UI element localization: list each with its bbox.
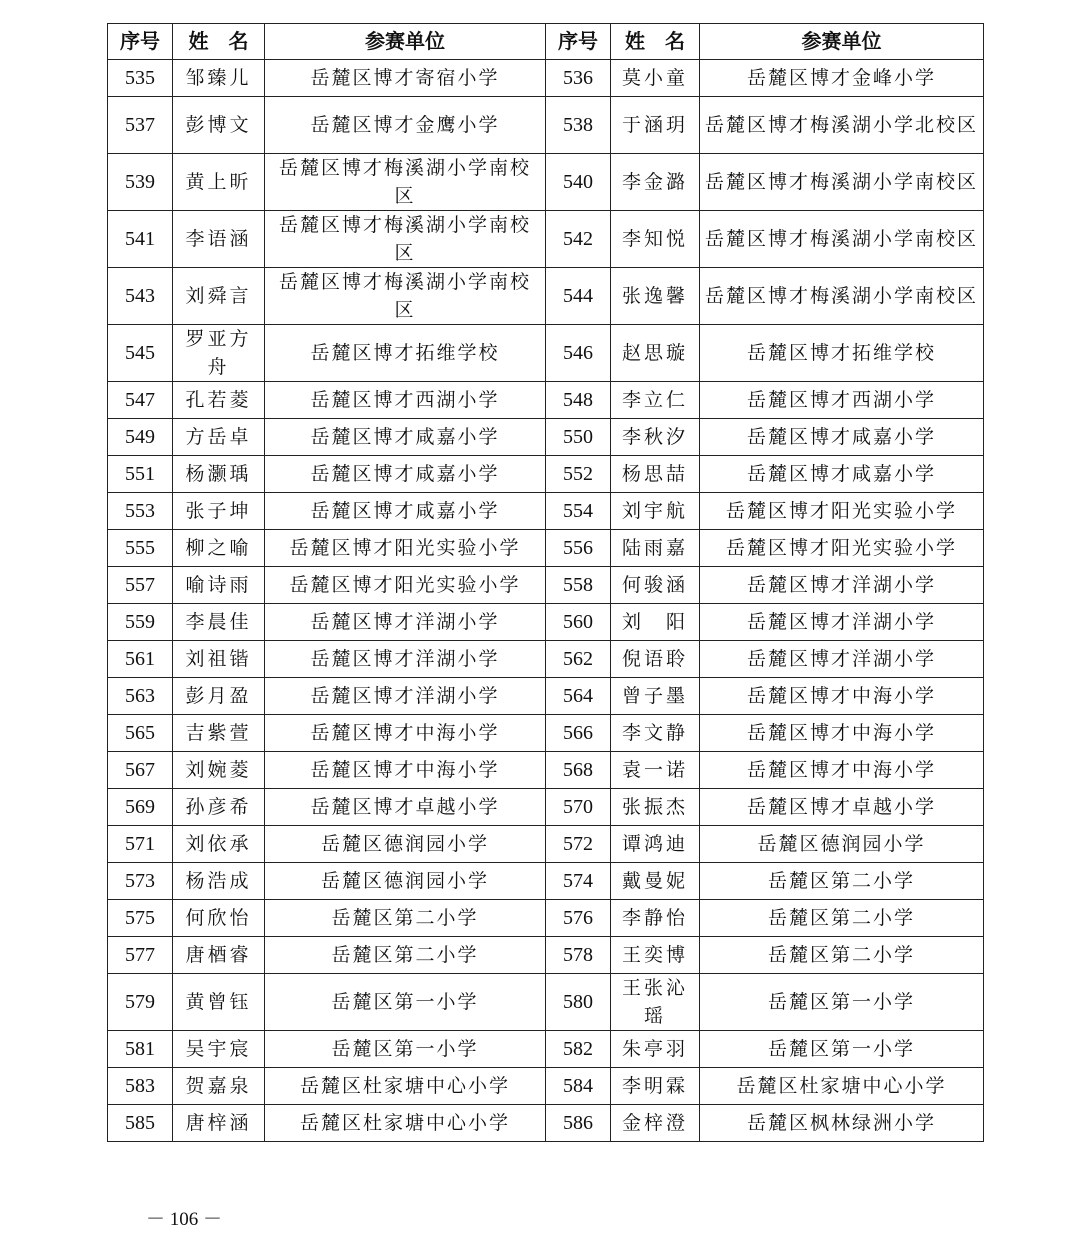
cell-seq-right: 544 xyxy=(546,268,611,325)
table-row xyxy=(108,752,984,789)
header-unit-left: 参赛单位 xyxy=(265,24,546,60)
cell-seq-right: 554 xyxy=(546,493,611,530)
header-unit-right: 参赛单位 xyxy=(700,24,984,60)
cell-name-right: 朱亭羽 xyxy=(611,1031,700,1068)
cell-unit-left: 岳麓区博才金鹰小学 xyxy=(265,97,546,154)
cell-seq-right: 568 xyxy=(546,752,611,789)
cell-unit-right: 岳麓区第二小学 xyxy=(700,900,984,937)
cell-unit-left: 岳麓区第二小学 xyxy=(265,937,546,974)
cell-name-right: 杨思喆 xyxy=(611,456,700,493)
table-row xyxy=(108,154,984,211)
cell-seq-left: 555 xyxy=(108,530,173,567)
cell-unit-right: 岳麓区第一小学 xyxy=(700,1031,984,1068)
cell-seq-left: 583 xyxy=(108,1068,173,1105)
cell-unit-right: 岳麓区博才西湖小学 xyxy=(700,382,984,419)
table-row xyxy=(108,937,984,974)
cell-unit-right: 岳麓区枫林绿洲小学 xyxy=(700,1105,984,1142)
cell-unit-left: 岳麓区第一小学 xyxy=(265,974,546,1031)
cell-seq-left: 559 xyxy=(108,604,173,641)
cell-seq-left: 565 xyxy=(108,715,173,752)
cell-name-left: 邹臻儿 xyxy=(173,60,265,97)
cell-unit-left: 岳麓区博才咸嘉小学 xyxy=(265,456,546,493)
cell-name-right: 张振杰 xyxy=(611,789,700,826)
cell-seq-left: 571 xyxy=(108,826,173,863)
cell-unit-right: 岳麓区博才阳光实验小学 xyxy=(700,493,984,530)
cell-unit-right: 岳麓区德润园小学 xyxy=(700,826,984,863)
cell-name-right: 李立仁 xyxy=(611,382,700,419)
header-seq-left: 序号 xyxy=(108,24,173,60)
cell-seq-right: 556 xyxy=(546,530,611,567)
table-row xyxy=(108,567,984,604)
cell-seq-right: 574 xyxy=(546,863,611,900)
table-row xyxy=(108,789,984,826)
cell-seq-right: 570 xyxy=(546,789,611,826)
cell-unit-left: 岳麓区第一小学 xyxy=(265,1031,546,1068)
header-seq-right: 序号 xyxy=(546,24,611,60)
cell-name-right: 刘宇航 xyxy=(611,493,700,530)
cell-name-left: 杨灏瑀 xyxy=(173,456,265,493)
cell-unit-left: 岳麓区博才中海小学 xyxy=(265,715,546,752)
cell-unit-right: 岳麓区第二小学 xyxy=(700,863,984,900)
cell-unit-left: 岳麓区博才寄宿小学 xyxy=(265,60,546,97)
cell-name-left: 刘舜言 xyxy=(173,268,265,325)
cell-unit-right: 岳麓区博才咸嘉小学 xyxy=(700,456,984,493)
cell-name-right: 倪语聆 xyxy=(611,641,700,678)
cell-name-right: 袁一诺 xyxy=(611,752,700,789)
table-row xyxy=(108,604,984,641)
cell-seq-right: 584 xyxy=(546,1068,611,1105)
cell-name-right: 王奕博 xyxy=(611,937,700,974)
cell-unit-left: 岳麓区博才咸嘉小学 xyxy=(265,493,546,530)
table-row xyxy=(108,641,984,678)
cell-seq-right: 558 xyxy=(546,567,611,604)
cell-seq-left: 563 xyxy=(108,678,173,715)
table-row xyxy=(108,974,984,1031)
cell-unit-left: 岳麓区杜家塘中心小学 xyxy=(265,1068,546,1105)
cell-unit-right: 岳麓区博才中海小学 xyxy=(700,752,984,789)
page-number: － 106 － xyxy=(146,1209,223,1230)
cell-name-right: 赵思璇 xyxy=(611,325,700,382)
table-row xyxy=(108,530,984,567)
header-name-left: 姓 名 xyxy=(173,24,265,60)
cell-seq-left: 581 xyxy=(108,1031,173,1068)
cell-seq-left: 579 xyxy=(108,974,173,1031)
table-row xyxy=(108,268,984,325)
cell-seq-left: 545 xyxy=(108,325,173,382)
cell-unit-left: 岳麓区博才咸嘉小学 xyxy=(265,419,546,456)
cell-seq-right: 582 xyxy=(546,1031,611,1068)
cell-unit-left: 岳麓区博才西湖小学 xyxy=(265,382,546,419)
cell-name-left: 方岳卓 xyxy=(173,419,265,456)
cell-name-right: 莫小童 xyxy=(611,60,700,97)
cell-seq-right: 572 xyxy=(546,826,611,863)
cell-name-right: 李金潞 xyxy=(611,154,700,211)
table-row xyxy=(108,678,984,715)
cell-name-right: 王张沁瑶 xyxy=(611,974,700,1031)
cell-name-left: 贺嘉泉 xyxy=(173,1068,265,1105)
table-row xyxy=(108,863,984,900)
cell-name-right: 何骏涵 xyxy=(611,567,700,604)
cell-name-right: 李静怡 xyxy=(611,900,700,937)
cell-unit-left: 岳麓区德润园小学 xyxy=(265,863,546,900)
cell-name-left: 唐梓涵 xyxy=(173,1105,265,1142)
cell-seq-left: 575 xyxy=(108,900,173,937)
cell-unit-right: 岳麓区博才梅溪湖小学南校区 xyxy=(700,211,984,268)
table-row xyxy=(108,1105,984,1142)
cell-name-right: 张逸馨 xyxy=(611,268,700,325)
cell-seq-left: 569 xyxy=(108,789,173,826)
cell-name-left: 李语涵 xyxy=(173,211,265,268)
cell-name-right: 李知悦 xyxy=(611,211,700,268)
cell-name-left: 孔若菱 xyxy=(173,382,265,419)
cell-unit-left: 岳麓区博才洋湖小学 xyxy=(265,604,546,641)
cell-unit-right: 岳麓区博才咸嘉小学 xyxy=(700,419,984,456)
table-row xyxy=(108,97,984,154)
cell-name-left: 李晨佳 xyxy=(173,604,265,641)
cell-seq-right: 540 xyxy=(546,154,611,211)
cell-seq-left: 585 xyxy=(108,1105,173,1142)
cell-seq-right: 586 xyxy=(546,1105,611,1142)
participant-table xyxy=(107,23,984,1142)
cell-seq-left: 573 xyxy=(108,863,173,900)
cell-seq-left: 567 xyxy=(108,752,173,789)
cell-name-left: 黄上昕 xyxy=(173,154,265,211)
cell-unit-right: 岳麓区博才洋湖小学 xyxy=(700,567,984,604)
cell-seq-left: 541 xyxy=(108,211,173,268)
cell-seq-left: 561 xyxy=(108,641,173,678)
cell-seq-right: 552 xyxy=(546,456,611,493)
cell-name-left: 彭博文 xyxy=(173,97,265,154)
cell-unit-right: 岳麓区博才拓维学校 xyxy=(700,325,984,382)
cell-name-left: 何欣怡 xyxy=(173,900,265,937)
cell-name-right: 刘 阳 xyxy=(611,604,700,641)
cell-unit-left: 岳麓区博才洋湖小学 xyxy=(265,641,546,678)
table-row xyxy=(108,900,984,937)
cell-unit-right: 岳麓区博才梅溪湖小学南校区 xyxy=(700,154,984,211)
cell-name-right: 李文静 xyxy=(611,715,700,752)
table-row xyxy=(108,325,984,382)
cell-unit-right: 岳麓区博才梅溪湖小学北校区 xyxy=(700,97,984,154)
cell-unit-right: 岳麓区第一小学 xyxy=(700,974,984,1031)
cell-name-left: 柳之喻 xyxy=(173,530,265,567)
cell-name-left: 吉紫萱 xyxy=(173,715,265,752)
cell-seq-right: 566 xyxy=(546,715,611,752)
cell-name-right: 曾子墨 xyxy=(611,678,700,715)
cell-name-right: 谭鸿迪 xyxy=(611,826,700,863)
cell-seq-left: 553 xyxy=(108,493,173,530)
cell-seq-left: 551 xyxy=(108,456,173,493)
cell-unit-right: 岳麓区博才梅溪湖小学南校区 xyxy=(700,268,984,325)
cell-name-left: 刘依承 xyxy=(173,826,265,863)
cell-seq-right: 536 xyxy=(546,60,611,97)
cell-name-left: 吴宇宸 xyxy=(173,1031,265,1068)
cell-unit-right: 岳麓区博才卓越小学 xyxy=(700,789,984,826)
cell-name-right: 李明霖 xyxy=(611,1068,700,1105)
cell-unit-right: 岳麓区博才中海小学 xyxy=(700,715,984,752)
cell-name-right: 戴曼妮 xyxy=(611,863,700,900)
table-row xyxy=(108,715,984,752)
cell-seq-left: 547 xyxy=(108,382,173,419)
table-row xyxy=(108,60,984,97)
cell-unit-left: 岳麓区杜家塘中心小学 xyxy=(265,1105,546,1142)
table-row xyxy=(108,826,984,863)
cell-seq-left: 543 xyxy=(108,268,173,325)
cell-unit-right: 岳麓区博才金峰小学 xyxy=(700,60,984,97)
table-row xyxy=(108,456,984,493)
cell-seq-right: 550 xyxy=(546,419,611,456)
table-header-row xyxy=(108,24,984,60)
cell-seq-left: 537 xyxy=(108,97,173,154)
cell-name-left: 喻诗雨 xyxy=(173,567,265,604)
table-row xyxy=(108,1031,984,1068)
cell-seq-right: 580 xyxy=(546,974,611,1031)
cell-name-left: 刘婉菱 xyxy=(173,752,265,789)
table-row xyxy=(108,1068,984,1105)
cell-seq-right: 576 xyxy=(546,900,611,937)
cell-seq-left: 549 xyxy=(108,419,173,456)
cell-unit-left: 岳麓区德润园小学 xyxy=(265,826,546,863)
cell-unit-left: 岳麓区博才梅溪湖小学南校区 xyxy=(265,211,546,268)
cell-unit-left: 岳麓区博才洋湖小学 xyxy=(265,678,546,715)
cell-seq-right: 538 xyxy=(546,97,611,154)
cell-name-left: 唐梄睿 xyxy=(173,937,265,974)
header-name-right: 姓 名 xyxy=(611,24,700,60)
cell-name-left: 杨浩成 xyxy=(173,863,265,900)
cell-unit-left: 岳麓区博才中海小学 xyxy=(265,752,546,789)
cell-name-right: 金梓澄 xyxy=(611,1105,700,1142)
cell-unit-left: 岳麓区博才梅溪湖小学南校区 xyxy=(265,268,546,325)
cell-seq-left: 535 xyxy=(108,60,173,97)
cell-seq-left: 557 xyxy=(108,567,173,604)
cell-unit-left: 岳麓区第二小学 xyxy=(265,900,546,937)
cell-unit-left: 岳麓区博才阳光实验小学 xyxy=(265,567,546,604)
cell-seq-right: 542 xyxy=(546,211,611,268)
cell-seq-right: 578 xyxy=(546,937,611,974)
cell-seq-right: 560 xyxy=(546,604,611,641)
cell-name-left: 罗亚方舟 xyxy=(173,325,265,382)
table-row xyxy=(108,419,984,456)
cell-seq-right: 562 xyxy=(546,641,611,678)
cell-unit-right: 岳麓区第二小学 xyxy=(700,937,984,974)
cell-name-right: 陆雨嘉 xyxy=(611,530,700,567)
cell-unit-right: 岳麓区杜家塘中心小学 xyxy=(700,1068,984,1105)
cell-name-right: 李秋汐 xyxy=(611,419,700,456)
table-row xyxy=(108,493,984,530)
cell-unit-left: 岳麓区博才拓维学校 xyxy=(265,325,546,382)
cell-seq-right: 564 xyxy=(546,678,611,715)
cell-unit-right: 岳麓区博才阳光实验小学 xyxy=(700,530,984,567)
table-row xyxy=(108,382,984,419)
cell-seq-left: 539 xyxy=(108,154,173,211)
cell-seq-right: 548 xyxy=(546,382,611,419)
cell-name-left: 孙彦希 xyxy=(173,789,265,826)
cell-seq-left: 577 xyxy=(108,937,173,974)
cell-unit-left: 岳麓区博才阳光实验小学 xyxy=(265,530,546,567)
cell-name-left: 黄曾钰 xyxy=(173,974,265,1031)
table-row xyxy=(108,211,984,268)
cell-unit-right: 岳麓区博才洋湖小学 xyxy=(700,604,984,641)
cell-unit-left: 岳麓区博才梅溪湖小学南校区 xyxy=(265,154,546,211)
cell-name-left: 彭月盈 xyxy=(173,678,265,715)
cell-name-left: 张子坤 xyxy=(173,493,265,530)
cell-seq-right: 546 xyxy=(546,325,611,382)
cell-unit-right: 岳麓区博才中海小学 xyxy=(700,678,984,715)
cell-name-right: 于涵玥 xyxy=(611,97,700,154)
cell-name-left: 刘祖锴 xyxy=(173,641,265,678)
cell-unit-right: 岳麓区博才洋湖小学 xyxy=(700,641,984,678)
cell-unit-left: 岳麓区博才卓越小学 xyxy=(265,789,546,826)
